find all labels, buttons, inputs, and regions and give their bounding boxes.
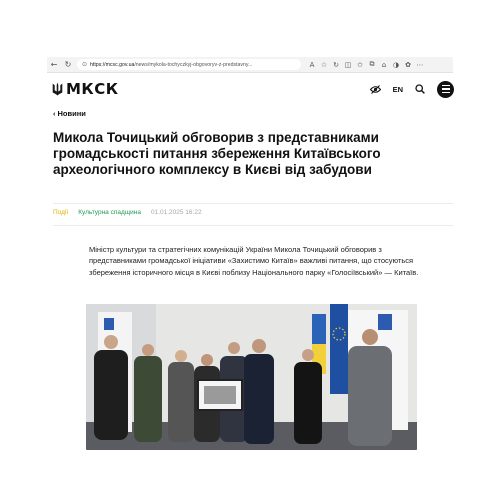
favorite-star-icon[interactable]: ☆ (320, 60, 328, 69)
category-link[interactable]: Події (53, 209, 69, 216)
favorites-icon[interactable]: ✩ (357, 60, 363, 69)
back-button-icon[interactable]: ← (50, 60, 58, 69)
divider (53, 203, 453, 204)
shield-icon[interactable]: ◑ (392, 60, 400, 69)
search-icon[interactable] (415, 84, 425, 94)
url-host: https://mcsc.gov.ua (90, 61, 135, 68)
split-screen-icon[interactable]: ◫ (344, 60, 352, 69)
more-icon[interactable]: ⋯ (416, 60, 424, 69)
article-title: Микола Точицький обговорив з представниками громадськості питання збереження Китаївського археологічного комплексу в Києві від забудови (53, 130, 381, 177)
copilot-icon[interactable]: ✿ (405, 60, 411, 69)
read-aloud-icon[interactable]: A (309, 60, 315, 69)
address-bar[interactable] (77, 59, 301, 70)
divider (53, 225, 453, 226)
url-path: /news/mykola-tochyczkyj-obgovoryv-z-predstavny... (134, 61, 253, 68)
lock-icon: ⊙ (82, 61, 88, 68)
extensions-icon[interactable]: ⌂ (381, 60, 387, 69)
collections-icon[interactable]: ⧉ (369, 60, 375, 68)
language-switch[interactable]: EN (392, 84, 403, 94)
logo-text: МКСК (66, 80, 119, 98)
publish-date: 01.01.2025 16:22 (150, 209, 202, 216)
reload-icon[interactable]: ↻ (64, 60, 72, 69)
breadcrumb-back-link[interactable] (53, 109, 86, 118)
back-arrow-icon: ‹ (53, 109, 56, 118)
group-photo-illustration (86, 304, 417, 450)
article-lead: Міністр культури та стратегічних комунікацій України Микола Точицький обговорив з представниками громадської ініціативи «Захистимо Китаїв» важливі питання, що стосуються збереження історичного місця в Києві поблизу Національного парку «Голосіївський» — Китаїв. (89, 245, 419, 277)
refresh-icon[interactable]: ↻ (333, 60, 339, 69)
site-header (52, 79, 454, 99)
browser-toolbar (47, 57, 453, 73)
menu-icon[interactable] (437, 81, 454, 98)
article-photo (86, 304, 417, 450)
tag-link[interactable]: Культурна спадщина (78, 209, 141, 216)
site-logo[interactable] (52, 80, 118, 98)
breadcrumb-label: Новини (57, 109, 86, 118)
trident-icon (52, 82, 63, 96)
eye-icon[interactable] (370, 85, 381, 94)
article-meta (53, 209, 202, 216)
